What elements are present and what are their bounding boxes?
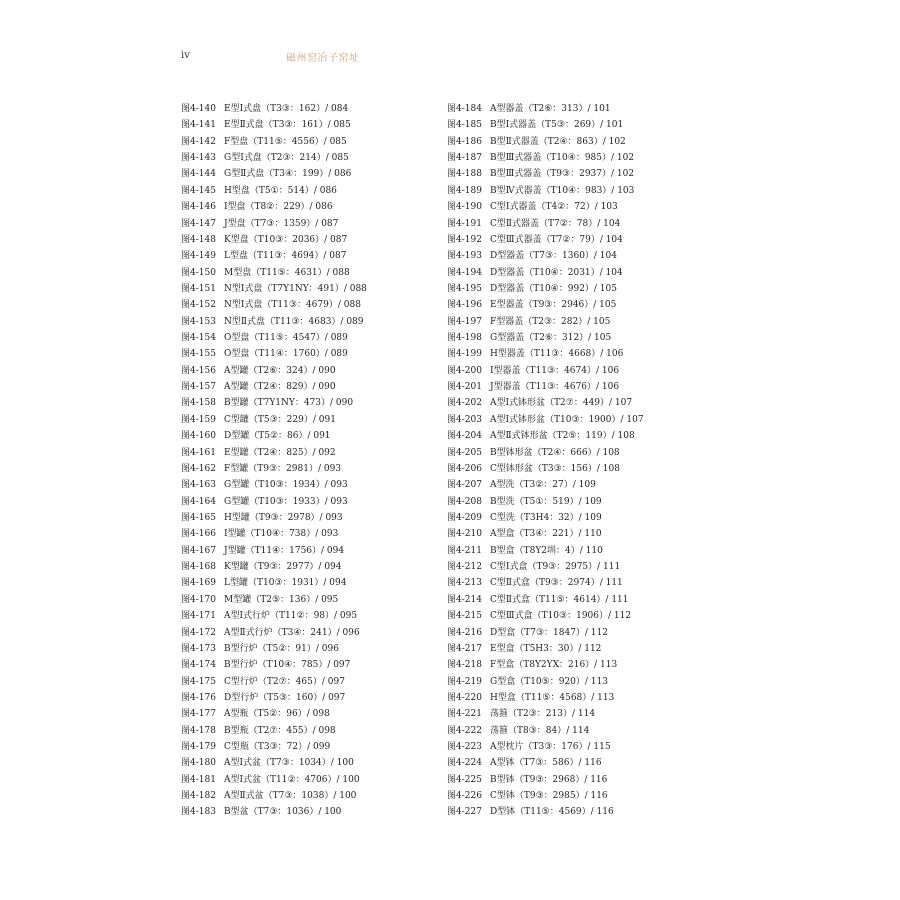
figure-number: 图4-170 <box>181 594 216 605</box>
figure-number: 图4-158 <box>181 398 216 409</box>
figure-list-item <box>181 379 367 395</box>
figure-number: 图4-141 <box>181 120 216 131</box>
figure-number: 图4-225 <box>447 774 482 785</box>
figure-list-item <box>181 281 367 297</box>
figure-number: 图4-199 <box>447 349 482 360</box>
figure-caption: D型盒（T7③：1847）/ 112 <box>490 627 608 638</box>
figure-caption: I型器盖（T11③：4674）/ 106 <box>490 365 620 376</box>
figure-caption: N型Ⅱ式盘（T11③：4683）/ 089 <box>224 316 364 327</box>
figure-list-item <box>181 101 367 117</box>
figure-list-item <box>447 330 644 346</box>
figure-caption: G型盒（T10⑤：920）/ 113 <box>490 676 608 687</box>
figure-number: 图4-163 <box>181 480 216 491</box>
figure-number: 图4-215 <box>447 611 482 622</box>
figure-number: 图4-177 <box>181 709 216 720</box>
figure-number: 图4-171 <box>181 611 216 622</box>
figure-list-item <box>447 428 644 444</box>
figure-number: 图4-183 <box>181 807 216 818</box>
figure-list-item <box>447 690 644 706</box>
figure-caption: C型洗（T3H4：32）/ 109 <box>490 512 602 523</box>
figure-caption: C型Ⅰ式盒（T9③：2975）/ 111 <box>490 562 621 573</box>
figure-number: 图4-153 <box>181 316 216 327</box>
figure-number: 图4-204 <box>447 431 482 442</box>
figure-caption: E型器盖（T9③：2946）/ 105 <box>490 300 617 311</box>
figure-number: 图4-148 <box>181 234 216 245</box>
figure-number: 图4-157 <box>181 382 216 393</box>
figure-number: 图4-206 <box>447 463 482 474</box>
figure-number: 图4-188 <box>447 169 482 180</box>
figure-number: 图4-189 <box>447 185 482 196</box>
figure-list-item <box>181 199 367 215</box>
figure-caption: E型Ⅰ式盘（T3③：162）/ 084 <box>224 104 349 114</box>
figure-number: 图4-191 <box>447 218 482 229</box>
figure-caption: 荡箍（T8③：84）/ 114 <box>490 725 590 736</box>
figure-number: 图4-176 <box>181 692 216 703</box>
figure-caption: A型器盖（T2⑥：313）/ 101 <box>490 104 611 114</box>
figure-number: 图4-173 <box>181 643 216 654</box>
figure-list-item <box>447 183 644 199</box>
figure-caption: C型行炉（T2⑦：465）/ 097 <box>224 676 345 687</box>
figure-caption: G型Ⅰ式盘（T2③：214）/ 085 <box>224 153 349 164</box>
figure-caption: C型罐（T5③：229）/ 091 <box>224 414 336 425</box>
figure-list-item <box>181 248 367 264</box>
figure-caption: E型盒（T5H3：30）/ 112 <box>490 643 602 654</box>
figure-list-item <box>181 314 367 330</box>
figure-list-item <box>447 216 644 232</box>
figure-caption: C型Ⅱ式盒（T9③：2974）/ 111 <box>490 578 623 589</box>
figure-list-item <box>181 510 367 526</box>
figure-number: 图4-162 <box>181 463 216 474</box>
figure-number: 图4-184 <box>447 104 482 114</box>
figure-list-item <box>181 216 367 232</box>
figure-number: 图4-178 <box>181 725 216 736</box>
figure-number: 图4-198 <box>447 333 482 344</box>
figure-list-item <box>447 625 644 641</box>
figure-number: 图4-140 <box>181 104 216 114</box>
figure-number: 图4-226 <box>447 791 482 802</box>
figure-list-item <box>181 363 367 379</box>
figure-number: 图4-227 <box>447 807 482 818</box>
figure-list-item <box>181 641 367 657</box>
figure-list-item <box>181 166 367 182</box>
figure-list-item <box>447 706 644 722</box>
figure-number: 图4-217 <box>447 643 482 654</box>
figure-list-item <box>447 363 644 379</box>
figure-caption: B型盒（T8Y2圳：4）/ 110 <box>490 545 603 556</box>
figure-list-item <box>181 445 367 461</box>
figure-number: 图4-182 <box>181 791 216 802</box>
figure-number: 图4-193 <box>447 251 482 262</box>
figure-list-item <box>181 346 367 362</box>
figure-number: 图4-216 <box>447 627 482 638</box>
figure-list-item <box>181 412 367 428</box>
figure-caption: F型罐（T9③：2981）/ 093 <box>224 463 342 474</box>
figure-list-item <box>181 657 367 673</box>
figure-list-left-column <box>181 101 367 821</box>
figure-number: 图4-213 <box>447 578 482 589</box>
figure-caption: K型罐（T9③：2977）/ 094 <box>224 562 342 573</box>
figure-caption: H型器盖（T11③：4668）/ 106 <box>490 349 624 360</box>
figure-number: 图4-146 <box>181 202 216 213</box>
figure-caption: J型罐（T11④：1756）/ 094 <box>224 545 345 556</box>
figure-number: 图4-181 <box>181 774 216 785</box>
figure-number: 图4-190 <box>447 202 482 213</box>
figure-number: 图4-207 <box>447 480 482 491</box>
figure-list-item <box>447 395 644 411</box>
figure-number: 图4-185 <box>447 120 482 131</box>
figure-caption: C型钵形盆（T3③：156）/ 108 <box>490 463 620 474</box>
figure-list-item <box>181 428 367 444</box>
figure-number: 图4-222 <box>447 725 482 736</box>
figure-list-item <box>447 445 644 461</box>
page-number: iv <box>181 50 190 61</box>
figure-caption: H型罐（T9③：2978）/ 093 <box>224 512 343 523</box>
figure-list-item <box>181 788 367 804</box>
figure-list-item <box>447 412 644 428</box>
figure-list-item <box>181 625 367 641</box>
figure-list-item <box>181 674 367 690</box>
figure-number: 图4-166 <box>181 529 216 540</box>
figure-number: 图4-197 <box>447 316 482 327</box>
figure-number: 图4-214 <box>447 594 482 605</box>
figure-number: 图4-159 <box>181 414 216 425</box>
figure-number: 图4-203 <box>447 414 482 425</box>
figure-caption: N型Ⅰ式盘（T7Y1NY：491）/ 088 <box>224 283 367 294</box>
figure-list-item <box>447 608 644 624</box>
figure-caption: C型Ⅱ式盒（T11⑤：4614）/ 111 <box>490 594 629 605</box>
figure-caption: C型钵（T9③：2985）/ 116 <box>490 791 608 802</box>
figure-number: 图4-200 <box>447 365 482 376</box>
figure-list-item <box>181 723 367 739</box>
figure-caption: E型Ⅱ式盘（T3③：161）/ 085 <box>224 120 351 131</box>
figure-list-item <box>447 477 644 493</box>
figure-caption: D型器盖（T10④：992）/ 105 <box>490 283 617 294</box>
figure-caption: I型盘（T8②：229）/ 086 <box>224 202 333 213</box>
figure-list-item <box>447 199 644 215</box>
figure-number: 图4-220 <box>447 692 482 703</box>
figure-list-item <box>447 543 644 559</box>
figure-list-item <box>447 575 644 591</box>
figure-number: 图4-196 <box>447 300 482 311</box>
figure-caption: G型罐（T10③：1933）/ 093 <box>224 496 348 507</box>
figure-list-item <box>181 592 367 608</box>
figure-caption: C型Ⅱ式器盖（T7②：78）/ 104 <box>490 218 621 229</box>
figure-list-item <box>181 461 367 477</box>
figure-number: 图4-211 <box>447 545 482 556</box>
figure-list-item <box>181 183 367 199</box>
figure-number: 图4-187 <box>447 153 482 164</box>
figure-list-item <box>181 330 367 346</box>
figure-number: 图4-165 <box>181 512 216 523</box>
figure-number: 图4-155 <box>181 349 216 360</box>
figure-list-item <box>181 804 367 820</box>
figure-list-item <box>181 526 367 542</box>
figure-list-item <box>447 248 644 264</box>
figure-caption: D型器盖（T10④：2031）/ 104 <box>490 267 623 278</box>
figure-caption: A型Ⅱ式行炉（T3④：241）/ 096 <box>224 627 360 638</box>
figure-caption: A型枕片（T3③：176）/ 115 <box>490 742 611 753</box>
figure-caption: E型罐（T2④：825）/ 092 <box>224 447 336 458</box>
figure-caption: A型Ⅰ式钵形盆（T10③：1900）/ 107 <box>490 414 644 425</box>
figure-caption: F型盘（T11⑤：4556）/ 085 <box>224 136 347 147</box>
figure-caption: B型罐（T7Y1NY：473）/ 090 <box>224 398 354 409</box>
figure-caption: C型Ⅲ式器盖（T7②：79）/ 104 <box>490 234 623 245</box>
figure-list-item <box>447 346 644 362</box>
figure-number: 图4-144 <box>181 169 216 180</box>
figure-list-item <box>181 706 367 722</box>
figure-list-item <box>181 477 367 493</box>
figure-caption: 荡箍（T2③：213）/ 114 <box>490 709 596 720</box>
figure-caption: L型盘（T11③：4694）/ 087 <box>224 251 347 262</box>
figure-list-item <box>181 575 367 591</box>
figure-number: 图4-156 <box>181 365 216 376</box>
figure-number: 图4-151 <box>181 283 216 294</box>
figure-list-item <box>447 788 644 804</box>
figure-caption: A型洗（T3②：27）/ 109 <box>490 480 596 491</box>
figure-number: 图4-223 <box>447 742 482 753</box>
figure-number: 图4-221 <box>447 709 482 720</box>
figure-list-item <box>181 739 367 755</box>
figure-list-item <box>447 265 644 281</box>
figure-number: 图4-168 <box>181 562 216 573</box>
figure-caption: B型行炉（T5②：91）/ 096 <box>224 643 339 654</box>
figure-number: 图4-154 <box>181 333 216 344</box>
figure-list-item <box>447 314 644 330</box>
figure-list-item <box>447 379 644 395</box>
figure-caption: F型盒（T8Y2YX：216）/ 113 <box>490 660 618 671</box>
figure-caption: B型Ⅲ式器盖（T10④：985）/ 102 <box>490 153 635 164</box>
figure-caption: B型Ⅳ式器盖（T10④：983）/ 103 <box>490 185 635 196</box>
figure-list-item <box>181 232 367 248</box>
figure-list-item <box>181 134 367 150</box>
figure-list-item <box>447 641 644 657</box>
figure-list-item <box>181 608 367 624</box>
figure-number: 图4-152 <box>181 300 216 311</box>
figure-number: 图4-161 <box>181 447 216 458</box>
figure-list-right-column <box>447 101 644 821</box>
figure-caption: C型Ⅲ式盒（T10③：1906）/ 112 <box>490 611 632 622</box>
figure-number: 图4-169 <box>181 578 216 589</box>
figure-caption: B型钵形盆（T2④：666）/ 108 <box>490 447 620 458</box>
figure-number: 图4-210 <box>447 529 482 540</box>
figure-number: 图4-201 <box>447 382 482 393</box>
figure-list-item <box>181 297 367 313</box>
figure-number: 图4-145 <box>181 185 216 196</box>
figure-list-item <box>447 150 644 166</box>
figure-list-item <box>447 755 644 771</box>
figure-caption: D型器盖（T7③：1360）/ 104 <box>490 251 617 262</box>
figure-caption: G型Ⅱ式盘（T3④：199）/ 086 <box>224 169 352 180</box>
figure-caption: J型器盖（T11③：4676）/ 106 <box>490 382 620 393</box>
figure-caption: O型盘（T11⑤：4547）/ 089 <box>224 333 348 344</box>
figure-number: 图4-147 <box>181 218 216 229</box>
figure-list-item <box>447 526 644 542</box>
figure-list-item <box>181 494 367 510</box>
figure-list-item <box>447 117 644 133</box>
figure-caption: A型Ⅱ式盆（T7③：1038）/ 100 <box>224 791 357 802</box>
figure-number: 图4-180 <box>181 758 216 769</box>
figure-caption: G型罐（T10③：1934）/ 093 <box>224 480 348 491</box>
figure-caption: G型器盖（T2⑥：312）/ 105 <box>490 333 612 344</box>
figure-list-item <box>447 772 644 788</box>
figure-list-item <box>447 134 644 150</box>
figure-list-item <box>181 395 367 411</box>
figure-caption: A型Ⅰ式行炉（T11②：98）/ 095 <box>224 611 358 622</box>
figure-number: 图4-212 <box>447 562 482 573</box>
figure-caption: B型Ⅱ式器盖（T2④：863）/ 102 <box>490 136 626 147</box>
figure-list-item <box>181 559 367 575</box>
figure-list-item <box>447 166 644 182</box>
figure-list-item <box>447 510 644 526</box>
figure-list-item <box>181 265 367 281</box>
figure-number: 图4-150 <box>181 267 216 278</box>
figure-number: 图4-218 <box>447 660 482 671</box>
figure-list-item <box>447 657 644 673</box>
figure-number: 图4-167 <box>181 545 216 556</box>
figure-caption: B型Ⅰ式器盖（T5③：269）/ 101 <box>490 120 624 131</box>
figure-list-item <box>181 772 367 788</box>
figure-number: 图4-142 <box>181 136 216 147</box>
running-title: 磁州窑冶子窑址 <box>286 53 360 64</box>
figure-caption: A型罐（T2⑥：324）/ 090 <box>224 365 336 376</box>
figure-caption: A型瓶（T5②：96）/ 098 <box>224 709 330 720</box>
figure-caption: B型瓶（T2⑦：455）/ 098 <box>224 725 336 736</box>
figure-caption: M型盘（T11⑤：4631）/ 088 <box>224 267 350 278</box>
figure-caption: B型洗（T5①：519）/ 109 <box>490 496 602 507</box>
figure-caption: C型瓶（T3③：72）/ 099 <box>224 742 331 753</box>
figure-caption: C型Ⅰ式器盖（T4②：72）/ 103 <box>490 202 618 213</box>
figure-number: 图4-164 <box>181 496 216 507</box>
figure-number: 图4-172 <box>181 627 216 638</box>
figure-list-item <box>447 804 644 820</box>
figure-list-item <box>447 739 644 755</box>
figure-caption: A型Ⅱ式钵形盆（T2⑤：119）/ 108 <box>490 431 635 442</box>
figure-list-item <box>447 461 644 477</box>
figure-number: 图4-179 <box>181 742 216 753</box>
figure-caption: H型盒（T11⑤：4568）/ 113 <box>490 692 615 703</box>
figure-caption: B型Ⅲ式器盖（T9③：2937）/ 102 <box>490 169 635 180</box>
figure-number: 图4-209 <box>447 512 482 523</box>
figure-number: 图4-202 <box>447 398 482 409</box>
figure-number: 图4-149 <box>181 251 216 262</box>
figure-list-item <box>181 543 367 559</box>
figure-number: 图4-195 <box>447 283 482 294</box>
figure-number: 图4-194 <box>447 267 482 278</box>
figure-number: 图4-208 <box>447 496 482 507</box>
figure-caption: J型盘（T7③：1359）/ 087 <box>224 218 339 229</box>
figure-list-item <box>447 674 644 690</box>
figure-list-item <box>447 232 644 248</box>
figure-list-item <box>181 755 367 771</box>
figure-caption: N型Ⅰ式盘（T11③：4679）/ 088 <box>224 300 361 311</box>
figure-caption: M型罐（T2⑤：136）/ 095 <box>224 594 339 605</box>
figure-number: 图4-219 <box>447 676 482 687</box>
figure-caption: D型罐（T5②：86）/ 091 <box>224 431 331 442</box>
figure-list-item <box>447 297 644 313</box>
figure-list-item <box>447 101 644 117</box>
figure-number: 图4-143 <box>181 153 216 164</box>
figure-number: 图4-192 <box>447 234 482 245</box>
figure-caption: A型钵（T7③：586）/ 116 <box>490 758 602 769</box>
figure-caption: L型罐（T10③：1931）/ 094 <box>224 578 347 589</box>
figure-caption: H型盘（T5①：514）/ 086 <box>224 185 337 196</box>
figure-number: 图4-174 <box>181 660 216 671</box>
figure-caption: A型Ⅰ式盆（T11②：4706）/ 100 <box>224 774 360 785</box>
figure-list-item <box>181 117 367 133</box>
figure-caption: I型罐（T10④：738）/ 093 <box>224 529 339 540</box>
figure-caption: A型Ⅰ式盆（T7③：1034）/ 100 <box>224 758 354 769</box>
figure-number: 图4-224 <box>447 758 482 769</box>
figure-caption: A型罐（T2④：829）/ 090 <box>224 382 336 393</box>
figure-list-item <box>447 281 644 297</box>
page-header <box>0 50 900 66</box>
figure-number: 图4-205 <box>447 447 482 458</box>
figure-caption: B型钵（T9③：2968）/ 116 <box>490 774 608 785</box>
figure-list-item <box>447 559 644 575</box>
figure-number: 图4-160 <box>181 431 216 442</box>
figure-caption: F型器盖（T2③：282）/ 105 <box>490 316 611 327</box>
figure-list-item <box>447 592 644 608</box>
figure-caption: O型盘（T11④：1760）/ 089 <box>224 349 348 360</box>
figure-list-item <box>181 150 367 166</box>
figure-list-item <box>447 494 644 510</box>
figure-caption: B型盆（T7③：1036）/ 100 <box>224 807 342 818</box>
figure-list-item <box>447 723 644 739</box>
figure-caption: A型Ⅰ式钵形盆（T2⑦：449）/ 107 <box>490 398 633 409</box>
figure-number: 图4-175 <box>181 676 216 687</box>
figure-list-item <box>181 690 367 706</box>
figure-caption: D型钵（T11⑤：4569）/ 116 <box>490 807 614 818</box>
figure-caption: A型盒（T3④：221）/ 110 <box>490 529 602 540</box>
figure-number: 图4-186 <box>447 136 482 147</box>
figure-caption: K型盘（T10③：2036）/ 087 <box>224 234 348 245</box>
figure-caption: D型行炉（T5③：160）/ 097 <box>224 692 346 703</box>
figure-caption: B型行炉（T10④：785）/ 097 <box>224 660 351 671</box>
